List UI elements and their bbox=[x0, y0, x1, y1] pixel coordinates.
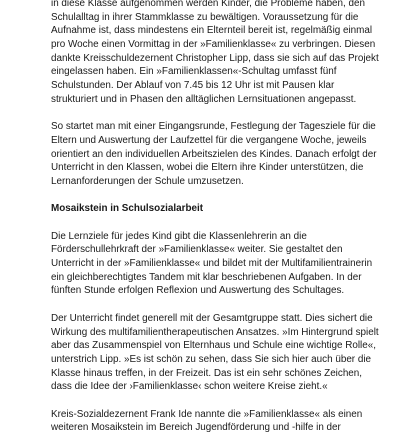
text-line: dass die Idee der ›Familienklasse‹ schon weitere Kreise zieht.« bbox=[51, 381, 328, 393]
text-line: Schulstunden. Der Ablauf von 7.45 bis 12 Uhr ist mit Pausen klar bbox=[51, 80, 335, 92]
paragraph-spacer bbox=[51, 216, 396, 230]
paragraph-spacer bbox=[51, 107, 396, 121]
text-line: Kreis-Sozialdezernent Frank Ide nannte die »Familienklasse« als einen bbox=[51, 408, 363, 420]
text-line: Unterricht in den Klassen, wobei die Eltern ihre Kinder unterstützen, die bbox=[51, 162, 364, 174]
text-line: Klasse hinaus treffen, in der Freizeit. Das ist ein sehr schönes Zeichen, bbox=[51, 367, 363, 379]
text-line: Eltern und Auswertung der Laufzettel für die vergangene Woche, jeweils bbox=[51, 134, 367, 146]
text-line: in diese Klasse aufgenommen werden Kinder, die Probleme haben, den bbox=[51, 0, 366, 9]
text-line: orientiert an den individuellen Arbeitszielen des Kindes. Danach erfolgt der bbox=[51, 148, 377, 160]
text-line: ein gleichberechtigtes Tandem mit klar beschriebenen Aufgaben. In der bbox=[51, 271, 362, 283]
text-line: strukturiert und in Phasen den alltäglichen Lernsituationen angepasst. bbox=[51, 93, 357, 105]
text-line: eingelassen haben. Ein »Familienklassen«-Schultag umfasst fünf bbox=[51, 66, 337, 78]
text-line: Förderschullehrkraft der »Familienklasse« weiter. Sie gestaltet den bbox=[51, 244, 343, 256]
text-line: Wirkung des multifamilientherapeutischen Ansatzes. »Im Hintergrund spielt bbox=[51, 326, 379, 338]
text-line: pro Woche einen Vormittag in der »Familienklasse« zu verbringen. Diesen bbox=[51, 39, 376, 51]
paragraph-spacer bbox=[51, 394, 396, 408]
article-body bbox=[51, 0, 396, 435]
text-line: dankte Kreisschuldezernent Christopher Lipp, dass sie sich auf das Projekt bbox=[51, 52, 379, 64]
text-line: Der Unterricht findet generell mit der Gesamtgruppe statt. Dies sichert die bbox=[51, 312, 373, 324]
section-heading: Mosaikstein in Schulsozialarbeit bbox=[51, 203, 204, 215]
text-line: unterstrich Lipp. »Es ist schön zu sehen, dass Sie sich hier auch über die bbox=[51, 353, 372, 365]
text-line: Aufnahme ist, dass mindestens ein Elternteil bereit ist, regelmäßig einmal bbox=[51, 25, 373, 37]
text-line: Die Lernziele für jedes Kind gibt die Klassenlehrerin an die bbox=[51, 230, 307, 242]
text-line: aber das Zusammenspiel von Elternhaus und Schule eine wichtige Rolle«, bbox=[51, 340, 376, 352]
text-line: So startet man mit einer Eingangsrunde, Festlegung der Tagesziele für die bbox=[51, 121, 376, 133]
paragraph-group-lessons bbox=[51, 312, 396, 394]
paragraph-spacer bbox=[51, 189, 396, 203]
text-line: Schulalltag in ihrer Stammklasse zu bewältigen. Voraussetzung für die bbox=[51, 11, 359, 23]
text-line: weiteren Mosaikstein im Bereich Jugendförderung und -hilfe in der bbox=[51, 422, 341, 434]
text-line: Lernanforderungen der Schule umzusetzen. bbox=[51, 175, 244, 187]
paragraph-learning-goals bbox=[51, 230, 396, 298]
text-line: Unterricht in der »Familienklasse« und bildet mit der Multifamilientrainerin bbox=[51, 258, 373, 270]
paragraph-spacer bbox=[51, 298, 396, 312]
paragraph-intro bbox=[51, 0, 396, 107]
paragraph-daily-routine bbox=[51, 120, 396, 188]
paragraph-social-dezernent bbox=[51, 408, 396, 435]
text-line: fünften Stunde erfolgen Reflexion und Auswertung des Schultages. bbox=[51, 285, 345, 297]
